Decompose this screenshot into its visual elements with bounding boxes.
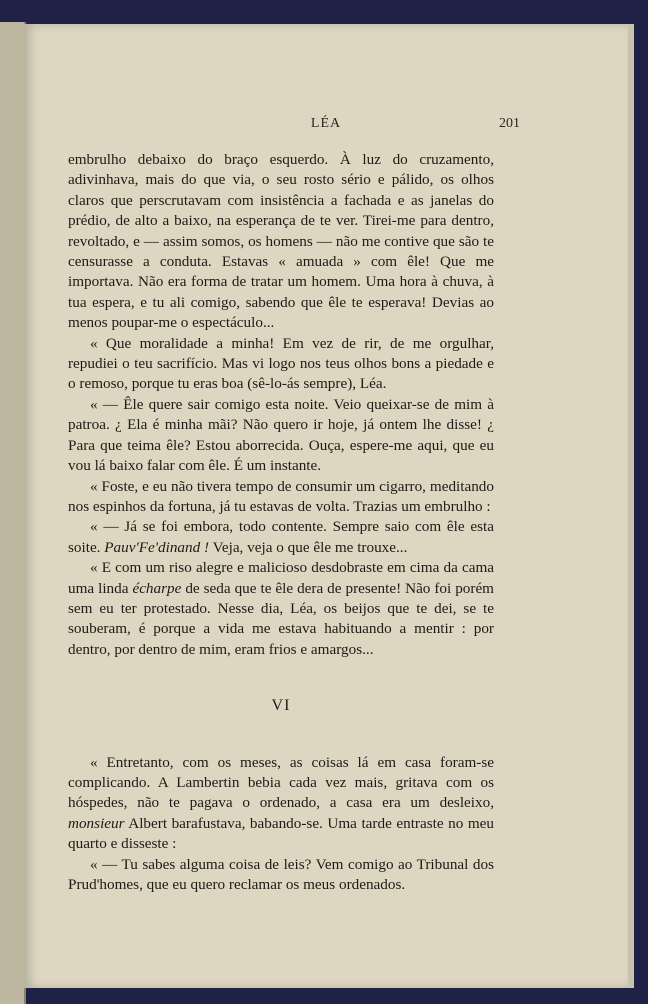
- paragraph-text: de seda que te êle dera de presente! Não foi porém sem eu ter protestado. Nesse dia, Léa, os beijos que te dei, se te souberam, é porque a vida me estava habituando a mentir : por dentro, por dentro de mim, eram frios e amargos...: [68, 579, 494, 658]
- page-fore-edge: [628, 24, 634, 988]
- section-number: VI: [271, 697, 291, 715]
- paragraph: « Foste, e eu não tivera tempo de consumir um cigarro, meditando nos espinhos da fortuna, já tu estavas de volta. Trazias um embrulho :: [68, 477, 494, 515]
- paragraph: « — Êle quere sair comigo esta noite. Veio queixar-se de mim à patroa. ¿ Ela é minha mãi? Não quero ir hoje, já ontem lhe disse! ¿ Para que teima êle? Estou aborrecida. Ouça, espere-me aqui, que eu vou lá baixo falar com êle. É um instante.: [68, 395, 494, 475]
- paragraph: [68, 558, 494, 660]
- paragraph: [68, 517, 494, 558]
- italic-text: monsieur: [68, 814, 125, 832]
- paragraph-text: « Entretanto, com os meses, as coisas lá em casa foram-se complicando. A Lambertin bebia cada vez mais, gritava com os hóspedes, não te pagava o ordenado, a casa era um desleixo,: [68, 753, 494, 812]
- paragraph-text: « E com um riso alegre e malicioso desdobraste em cima da cama uma linda: [68, 559, 494, 597]
- paragraph: « — Tu sabes alguma coisa de leis? Vem comigo ao Tribunal dos Prud'homes, que eu quero reclamar os meus ordenados.: [68, 855, 494, 893]
- paragraph-text: « — Já se foi embora, todo contente. Sempre saio com êle esta soite.: [68, 518, 494, 556]
- paragraph-text: Albert barafustava, babando-se. Uma tarde entraste no meu quarto e disseste :: [68, 814, 494, 853]
- page-header: [24, 116, 628, 140]
- paragraph-text: Veja, veja o que êle me trouxe...: [209, 538, 408, 556]
- running-head: LÉA: [310, 116, 342, 131]
- paragraph: embrulho debaixo do braço esquerdo. À luz do cruzamento, adivinhava, mais do que via, o seu rosto sério e pálido, os olhos claros que perscrutavam com insistência a fachada e as janelas do prédio, de alto a baixo, na esperança de te ver. Tirei-me para dentro, revoltado, e — assim somos, os homens — não me contive que são te censurasse a conduta. Estavas « amuada » com êle! Que me importava. Não era forma de tratar um homem. Uma hora à chuva, à tua espera, e tu ali comigo, sabendo que êle te esperava! Devias ao menos poupar-me o espectáculo...: [68, 151, 494, 332]
- paragraph: [68, 753, 494, 855]
- italic-text: écharpe: [132, 579, 182, 597]
- page-number: 201: [499, 116, 520, 131]
- body-text: [68, 150, 494, 895]
- previous-page-edge: [0, 22, 26, 1004]
- book-page: [24, 24, 628, 988]
- italic-text: Pauv'Fe'dinand !: [104, 538, 210, 556]
- paragraph: « Que moralidade a minha! Em vez de rir, de me orgulhar, repudiei o teu sacrifício. Mas vi logo nos teus olhos bons a piedade e o remoso, porque tu eras boa (sê-lo-ás sempre), Léa.: [68, 334, 494, 393]
